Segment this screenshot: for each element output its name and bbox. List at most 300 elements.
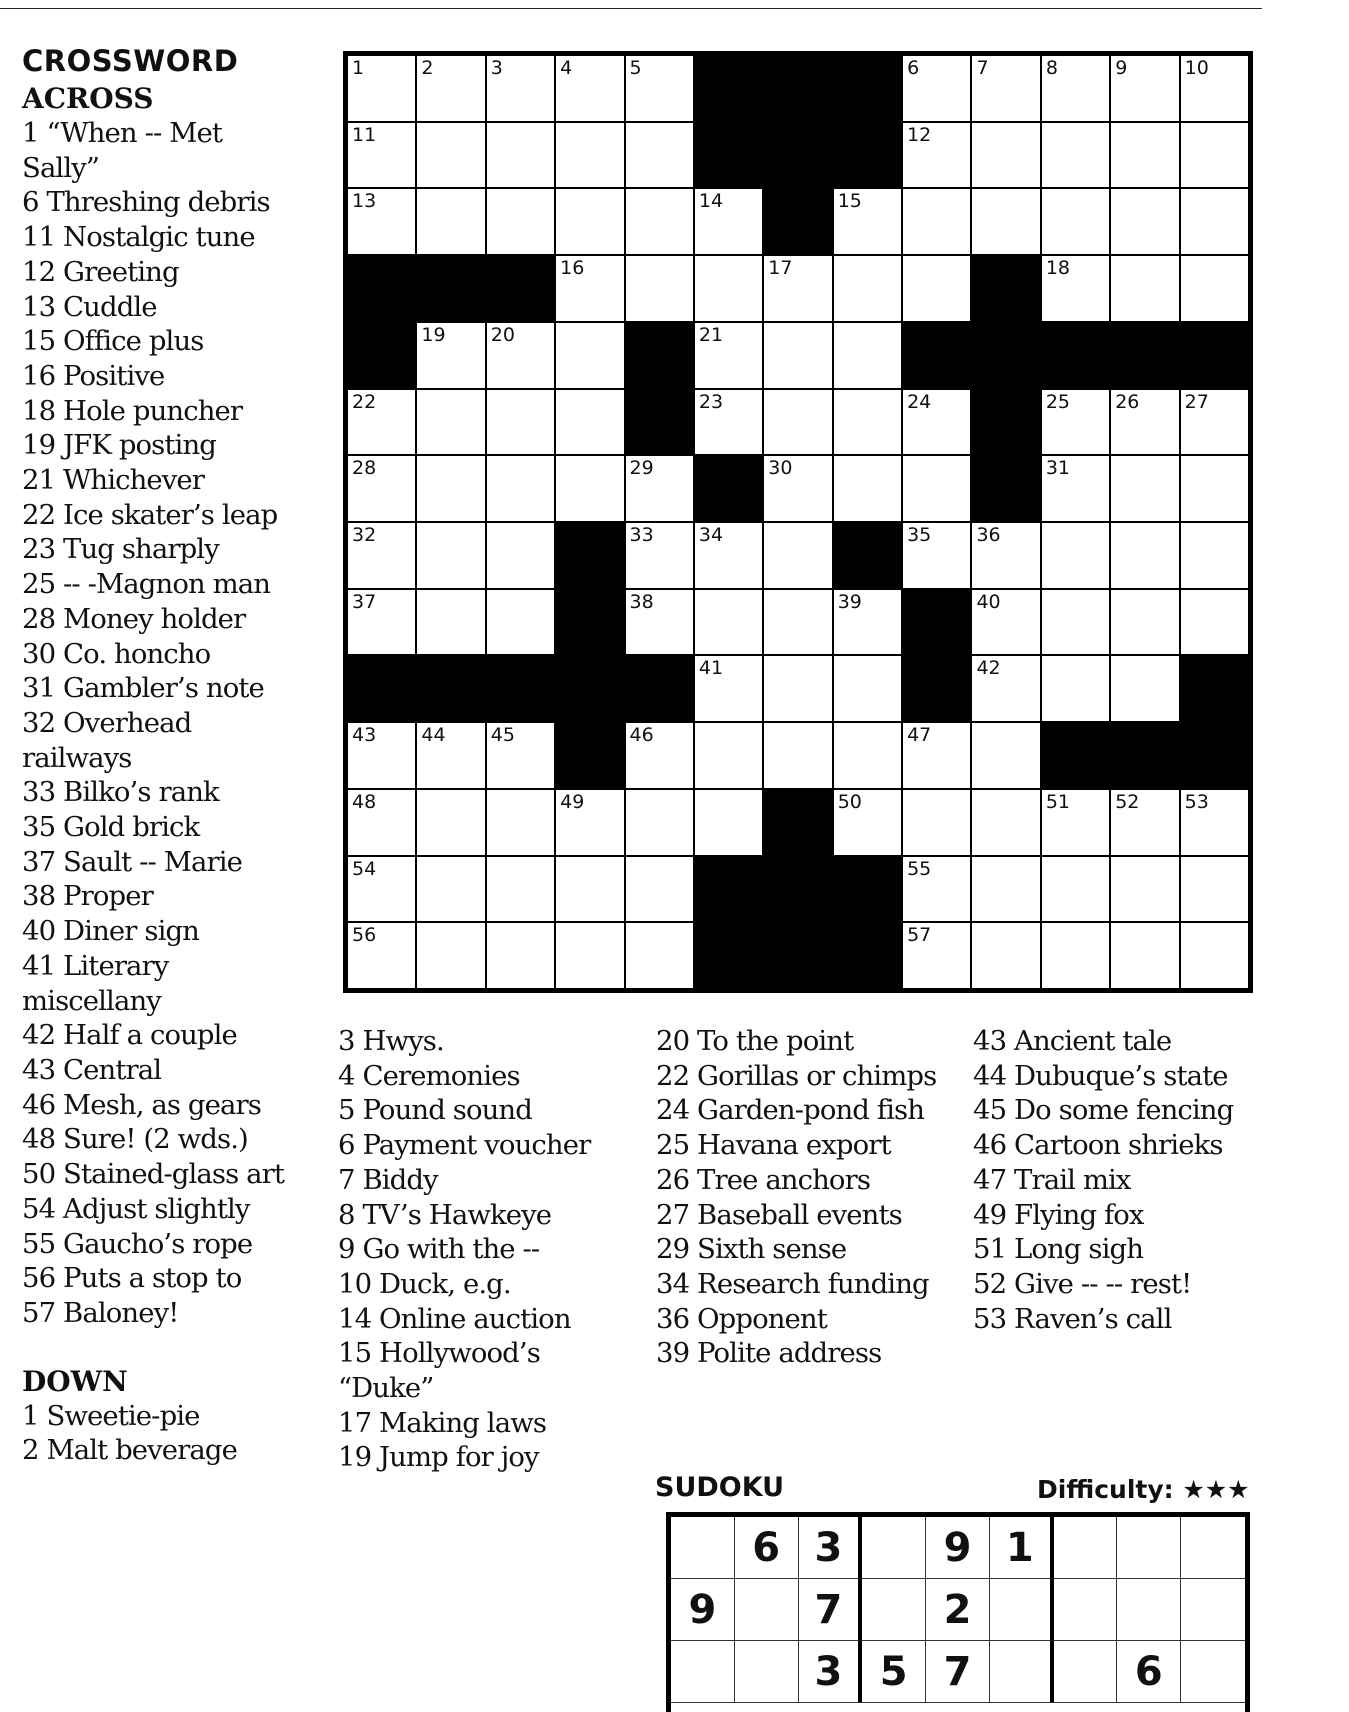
crossword-cell [1181, 456, 1248, 521]
clue-item: 47 Trail mix [973, 1163, 1131, 1196]
crossword-cell [1181, 523, 1248, 588]
crossword-cell [487, 123, 554, 188]
clue-number: 1 [352, 57, 365, 79]
crossword-cell [348, 189, 415, 254]
black-square [834, 857, 901, 922]
black-square [834, 523, 901, 588]
crossword-cell [626, 123, 693, 188]
crossword-cell [1181, 790, 1248, 855]
clue-item: 6 Threshing debris [22, 186, 270, 219]
clue-number: 21 [698, 323, 724, 346]
crossword-cell [764, 723, 831, 788]
black-square [972, 323, 1039, 388]
crossword-cell [487, 857, 554, 922]
clue-item: 15 Hollywood’s “Duke” [338, 1337, 540, 1405]
clue-item: 52 Give -- -- rest! [973, 1267, 1192, 1300]
black-square [556, 723, 623, 788]
crossword-cell [1181, 590, 1248, 655]
clue-item: 3 Hwys. [338, 1025, 444, 1057]
sudoku-cell [862, 1517, 926, 1579]
crossword-cell [626, 590, 693, 655]
clue-item: 53 Raven’s call [973, 1302, 1172, 1335]
crossword-cell [1181, 256, 1248, 321]
clue-item: 10 Duck, e.g. [338, 1267, 511, 1300]
clue-item: 42 Half a couple [22, 1019, 237, 1052]
clue-number: 48 [352, 790, 377, 813]
black-square [764, 923, 831, 988]
clue-number: 41 [698, 657, 724, 680]
clue-number: 34 [698, 524, 724, 546]
crossword-cell [348, 123, 415, 188]
crossword-cell [834, 723, 901, 788]
down-clue-column-1 [338, 1024, 638, 1475]
clue-item: 54 Adjust slightly [22, 1192, 250, 1225]
clue-item: 39 Polite address [656, 1337, 882, 1370]
crossword-cell [695, 656, 762, 721]
clue-number: 46 [629, 724, 654, 747]
clue-number: 5 [629, 57, 642, 79]
crossword-cell [834, 790, 901, 855]
crossword-cell [695, 723, 762, 788]
crossword-cell [348, 790, 415, 855]
crossword-cell [487, 723, 554, 788]
clue-number: 2 [421, 57, 434, 79]
black-square [626, 390, 693, 455]
black-square [695, 123, 762, 188]
black-square [972, 256, 1039, 321]
clue-number: 23 [698, 390, 724, 413]
black-square [556, 656, 623, 721]
crossword-cell [834, 189, 901, 254]
crossword-cell [348, 590, 415, 655]
clue-number: 56 [352, 924, 377, 947]
crossword-cell [834, 590, 901, 655]
crossword-cell [903, 123, 970, 188]
sudoku-cell [1054, 1579, 1118, 1641]
black-square [1042, 723, 1109, 788]
crossword-cell [834, 256, 901, 321]
clue-number: 53 [1184, 790, 1209, 813]
crossword-cell [1042, 923, 1109, 988]
crossword-cell [1111, 857, 1178, 922]
clue-number: 49 [560, 790, 585, 813]
clue-number: 42 [976, 657, 1001, 680]
crossword-cell [764, 390, 831, 455]
crossword-cell [348, 56, 415, 121]
clue-number: 35 [907, 524, 932, 546]
crossword-cell [1181, 923, 1248, 988]
crossword-cell [348, 923, 415, 988]
crossword-cell [348, 723, 415, 788]
sudoku-difficulty: Difficulty: ★★★ [1037, 1475, 1250, 1504]
crossword-cell [1111, 123, 1178, 188]
crossword-cell [764, 323, 831, 388]
black-square [1181, 656, 1248, 721]
black-square [903, 590, 970, 655]
crossword-cell [695, 323, 762, 388]
black-square [487, 256, 554, 321]
crossword-cell [972, 590, 1039, 655]
sudoku-cell: 3 [799, 1517, 863, 1579]
crossword-cell [626, 923, 693, 988]
clue-item: 37 Sault -- Marie [22, 845, 243, 878]
clue-number: 20 [490, 323, 515, 346]
sudoku-cell [1117, 1579, 1181, 1641]
crossword-cell [626, 523, 693, 588]
crossword-cell [417, 456, 484, 521]
sudoku-cell: 2 [926, 1579, 990, 1641]
clue-number: 4 [560, 57, 573, 79]
clue-item: 33 Bilko’s rank [22, 776, 219, 809]
clue-item: 27 Baseball events [656, 1198, 902, 1231]
crossword-cell [417, 790, 484, 855]
crossword-cell [903, 857, 970, 922]
crossword-cell [556, 189, 623, 254]
sudoku-cell: 9 [671, 1579, 735, 1641]
clue-number: 25 [1045, 390, 1071, 413]
down-clue-list-start [22, 1399, 302, 1468]
clue-item: 4 Ceremonies [338, 1059, 520, 1092]
black-square [695, 923, 762, 988]
across-clue-list [22, 116, 302, 1331]
clue-item: 51 Long sigh [973, 1233, 1144, 1266]
black-square [626, 656, 693, 721]
crossword-cell [556, 790, 623, 855]
clue-number: 40 [976, 590, 1001, 613]
clue-number: 55 [907, 857, 932, 880]
black-square [764, 56, 831, 121]
crossword-cell [626, 857, 693, 922]
crossword-cell [348, 390, 415, 455]
crossword-cell [834, 656, 901, 721]
crossword-cell [1042, 523, 1109, 588]
crossword-cell [972, 56, 1039, 121]
black-square [1181, 723, 1248, 788]
clue-number: 8 [1045, 57, 1058, 79]
clue-item: 56 Puts a stop to [22, 1262, 242, 1295]
crossword-cell [972, 123, 1039, 188]
clue-item: 14 Online auction [338, 1302, 571, 1335]
clue-number: 54 [352, 857, 377, 880]
crossword-cell [1042, 390, 1109, 455]
clue-number: 33 [629, 524, 654, 546]
clue-item: 22 Ice skater’s leap [22, 498, 278, 531]
crossword-cell [1042, 456, 1109, 521]
across-heading: ACROSS [22, 82, 154, 115]
crossword-cell [556, 123, 623, 188]
down-clue-column-3 [973, 1024, 1273, 1336]
clue-number: 47 [907, 724, 932, 747]
clue-number: 11 [352, 123, 377, 146]
clue-item: 43 Central [22, 1053, 162, 1086]
crossword-cell [972, 790, 1039, 855]
sudoku-cell [735, 1641, 799, 1703]
black-square [764, 189, 831, 254]
crossword-cell [417, 123, 484, 188]
crossword-cell [1181, 857, 1248, 922]
black-square [695, 56, 762, 121]
sudoku-cell: 6 [735, 1517, 799, 1579]
crossword-cell [417, 189, 484, 254]
clue-item: 32 Overhead railways [22, 706, 192, 774]
crossword-cell [1042, 123, 1109, 188]
clue-item: 49 Flying fox [973, 1198, 1144, 1231]
clue-item: 55 Gaucho’s rope [22, 1227, 253, 1260]
clue-number: 44 [421, 724, 446, 747]
clue-item: 46 Cartoon shrieks [973, 1129, 1223, 1162]
clue-item: 13 Cuddle [22, 290, 157, 323]
sudoku-cell [990, 1641, 1054, 1703]
down-clue-column-2 [656, 1024, 956, 1371]
crossword-cell [487, 923, 554, 988]
black-square [972, 456, 1039, 521]
crossword-cell [626, 790, 693, 855]
top-rule [0, 8, 1262, 9]
crossword-cell [695, 256, 762, 321]
clue-item: 19 Jump for joy [338, 1441, 539, 1474]
crossword-cell [487, 590, 554, 655]
clue-item: 43 Ancient tale [973, 1025, 1172, 1057]
clue-item: 25 Havana export [656, 1129, 891, 1162]
clue-item: 38 Proper [22, 880, 153, 913]
crossword-cell [626, 256, 693, 321]
sudoku-grid [666, 1512, 1250, 1712]
sudoku-cell [862, 1579, 926, 1641]
clue-item: 8 TV’s Hawkeye [338, 1198, 552, 1231]
clue-number: 3 [490, 57, 503, 79]
clue-item: 12 Greeting [22, 255, 179, 288]
sudoku-cell: 7 [926, 1641, 990, 1703]
crossword-cell [764, 656, 831, 721]
crossword-cell [903, 523, 970, 588]
clue-item: 44 Dubuque’s state [973, 1059, 1228, 1092]
clue-item: 40 Diner sign [22, 915, 199, 948]
black-square [972, 390, 1039, 455]
clue-item: 46 Mesh, as gears [22, 1088, 261, 1121]
black-square [1042, 323, 1109, 388]
crossword-cell [1042, 56, 1109, 121]
crossword-cell [556, 56, 623, 121]
sudoku-cell [735, 1579, 799, 1641]
clue-item: 35 Gold brick [22, 811, 200, 844]
crossword-cell [626, 723, 693, 788]
clue-item: 15 Office plus [22, 325, 204, 358]
crossword-cell [695, 523, 762, 588]
crossword-cell [417, 723, 484, 788]
crossword-cell [1181, 390, 1248, 455]
crossword-cell [695, 189, 762, 254]
crossword-cell [1042, 590, 1109, 655]
crossword-cell [972, 723, 1039, 788]
clue-item: 24 Garden-pond fish [656, 1094, 925, 1127]
crossword-cell [695, 590, 762, 655]
sudoku-cell: 6 [1117, 1641, 1181, 1703]
crossword-cell [972, 857, 1039, 922]
clue-item: 23 Tug sharply [22, 533, 219, 566]
clue-item: 41 Literary miscellany [22, 949, 169, 1017]
black-square [1111, 723, 1178, 788]
clue-number: 36 [976, 524, 1001, 546]
clue-item: 17 Making laws [338, 1406, 547, 1439]
sudoku-cell [1054, 1517, 1118, 1579]
clue-item: 25 -- -Magnon man [22, 568, 271, 601]
crossword-cell [487, 189, 554, 254]
crossword-cell [1181, 189, 1248, 254]
crossword-cell [1042, 857, 1109, 922]
clue-number: 29 [629, 457, 654, 480]
black-square [764, 857, 831, 922]
crossword-cell [903, 189, 970, 254]
crossword-cell [903, 56, 970, 121]
black-square [1111, 323, 1178, 388]
sudoku-cell [1181, 1517, 1245, 1579]
crossword-cell [695, 390, 762, 455]
clue-number: 38 [629, 590, 654, 613]
black-square [764, 790, 831, 855]
clue-number: 43 [352, 724, 377, 747]
crossword-cell [1042, 256, 1109, 321]
clue-column-left [22, 44, 302, 1468]
crossword-cell [417, 590, 484, 655]
crossword-cell [764, 256, 831, 321]
crossword-cell [903, 256, 970, 321]
crossword-cell [1111, 656, 1178, 721]
crossword-cell [834, 390, 901, 455]
black-square [417, 256, 484, 321]
black-square [764, 123, 831, 188]
clue-number: 12 [907, 123, 932, 146]
crossword-cell [1111, 189, 1178, 254]
crossword-cell [626, 56, 693, 121]
crossword-cell [417, 390, 484, 455]
crossword-cell [417, 523, 484, 588]
clue-item: 28 Money holder [22, 602, 246, 635]
sudoku-cell: 1 [990, 1517, 1054, 1579]
black-square [556, 523, 623, 588]
sudoku-cell [1181, 1579, 1245, 1641]
clue-number: 39 [837, 590, 862, 613]
clue-number: 52 [1115, 790, 1140, 813]
clue-number: 9 [1115, 57, 1128, 79]
clue-item: 22 Gorillas or chimps [656, 1059, 937, 1092]
crossword-title: CROSSWORD [22, 44, 239, 78]
crossword-cell [972, 923, 1039, 988]
crossword-grid [343, 51, 1253, 993]
clue-number: 18 [1045, 257, 1071, 280]
crossword-cell [487, 523, 554, 588]
crossword-cell [903, 390, 970, 455]
black-square [834, 56, 901, 121]
crossword-cell [903, 923, 970, 988]
black-square [834, 923, 901, 988]
black-square [903, 323, 970, 388]
clue-number: 19 [421, 323, 446, 346]
black-square [348, 256, 415, 321]
clue-item: 6 Payment voucher [338, 1129, 591, 1162]
black-square [834, 123, 901, 188]
crossword-cell [834, 456, 901, 521]
crossword-cell [764, 456, 831, 521]
crossword-cell [626, 456, 693, 521]
sudoku-cell: 9 [926, 1517, 990, 1579]
clue-number: 15 [837, 190, 862, 213]
crossword-cell [556, 456, 623, 521]
crossword-cell [417, 857, 484, 922]
clue-number: 6 [907, 57, 920, 79]
black-square [348, 656, 415, 721]
sudoku-cell [1181, 1641, 1245, 1703]
crossword-cell [834, 323, 901, 388]
crossword-cell [487, 323, 554, 388]
crossword-cell [1111, 523, 1178, 588]
crossword-cell [417, 923, 484, 988]
clue-item: 20 To the point [656, 1025, 854, 1057]
clue-number: 27 [1184, 390, 1209, 413]
crossword-cell [972, 523, 1039, 588]
clue-number: 32 [352, 524, 377, 546]
sudoku-cell [671, 1517, 735, 1579]
clue-item: 19 JFK posting [22, 429, 216, 462]
crossword-cell [1111, 56, 1178, 121]
crossword-cell [695, 790, 762, 855]
crossword-cell [348, 523, 415, 588]
sudoku-title: SUDOKU [655, 1472, 785, 1503]
clue-item: 16 Positive [22, 359, 165, 392]
clue-item: 5 Pound sound [338, 1094, 532, 1127]
clue-item: 29 Sixth sense [656, 1233, 847, 1266]
sudoku-cell: 3 [799, 1641, 863, 1703]
crossword-cell [972, 189, 1039, 254]
clue-item: 9 Go with the -- [338, 1233, 540, 1266]
black-square [626, 323, 693, 388]
clue-item: 57 Baloney! [22, 1296, 179, 1329]
clue-number: 50 [837, 790, 862, 813]
crossword-cell [1111, 456, 1178, 521]
clue-number: 37 [352, 590, 377, 613]
clue-item: 45 Do some fencing [973, 1094, 1234, 1127]
clue-item: 26 Tree anchors [656, 1163, 871, 1196]
clue-number: 30 [768, 457, 793, 480]
crossword-cell [1042, 656, 1109, 721]
clue-item: 30 Co. honcho [22, 637, 211, 670]
crossword-cell [1181, 56, 1248, 121]
crossword-cell [903, 723, 970, 788]
black-square [556, 590, 623, 655]
crossword-cell [487, 790, 554, 855]
sudoku-cell [671, 1641, 735, 1703]
crossword-cell [487, 390, 554, 455]
crossword-cell [764, 590, 831, 655]
black-square [695, 857, 762, 922]
crossword-cell [417, 323, 484, 388]
clue-number: 31 [1045, 457, 1071, 480]
clue-item: 11 Nostalgic tune [22, 221, 255, 254]
crossword-cell [1111, 256, 1178, 321]
clue-item: 18 Hole puncher [22, 394, 243, 427]
clue-number: 51 [1045, 790, 1071, 813]
crossword-cell [556, 256, 623, 321]
clue-item: 1 Sweetie-pie [22, 1399, 200, 1432]
black-square [903, 656, 970, 721]
crossword-cell [903, 456, 970, 521]
clue-item: 7 Biddy [338, 1163, 438, 1196]
clue-item: 31 Gambler’s note [22, 672, 264, 705]
crossword-cell [1181, 123, 1248, 188]
crossword-cell [556, 323, 623, 388]
clue-number: 16 [560, 257, 585, 280]
clue-number: 22 [352, 390, 377, 413]
crossword-cell [487, 456, 554, 521]
